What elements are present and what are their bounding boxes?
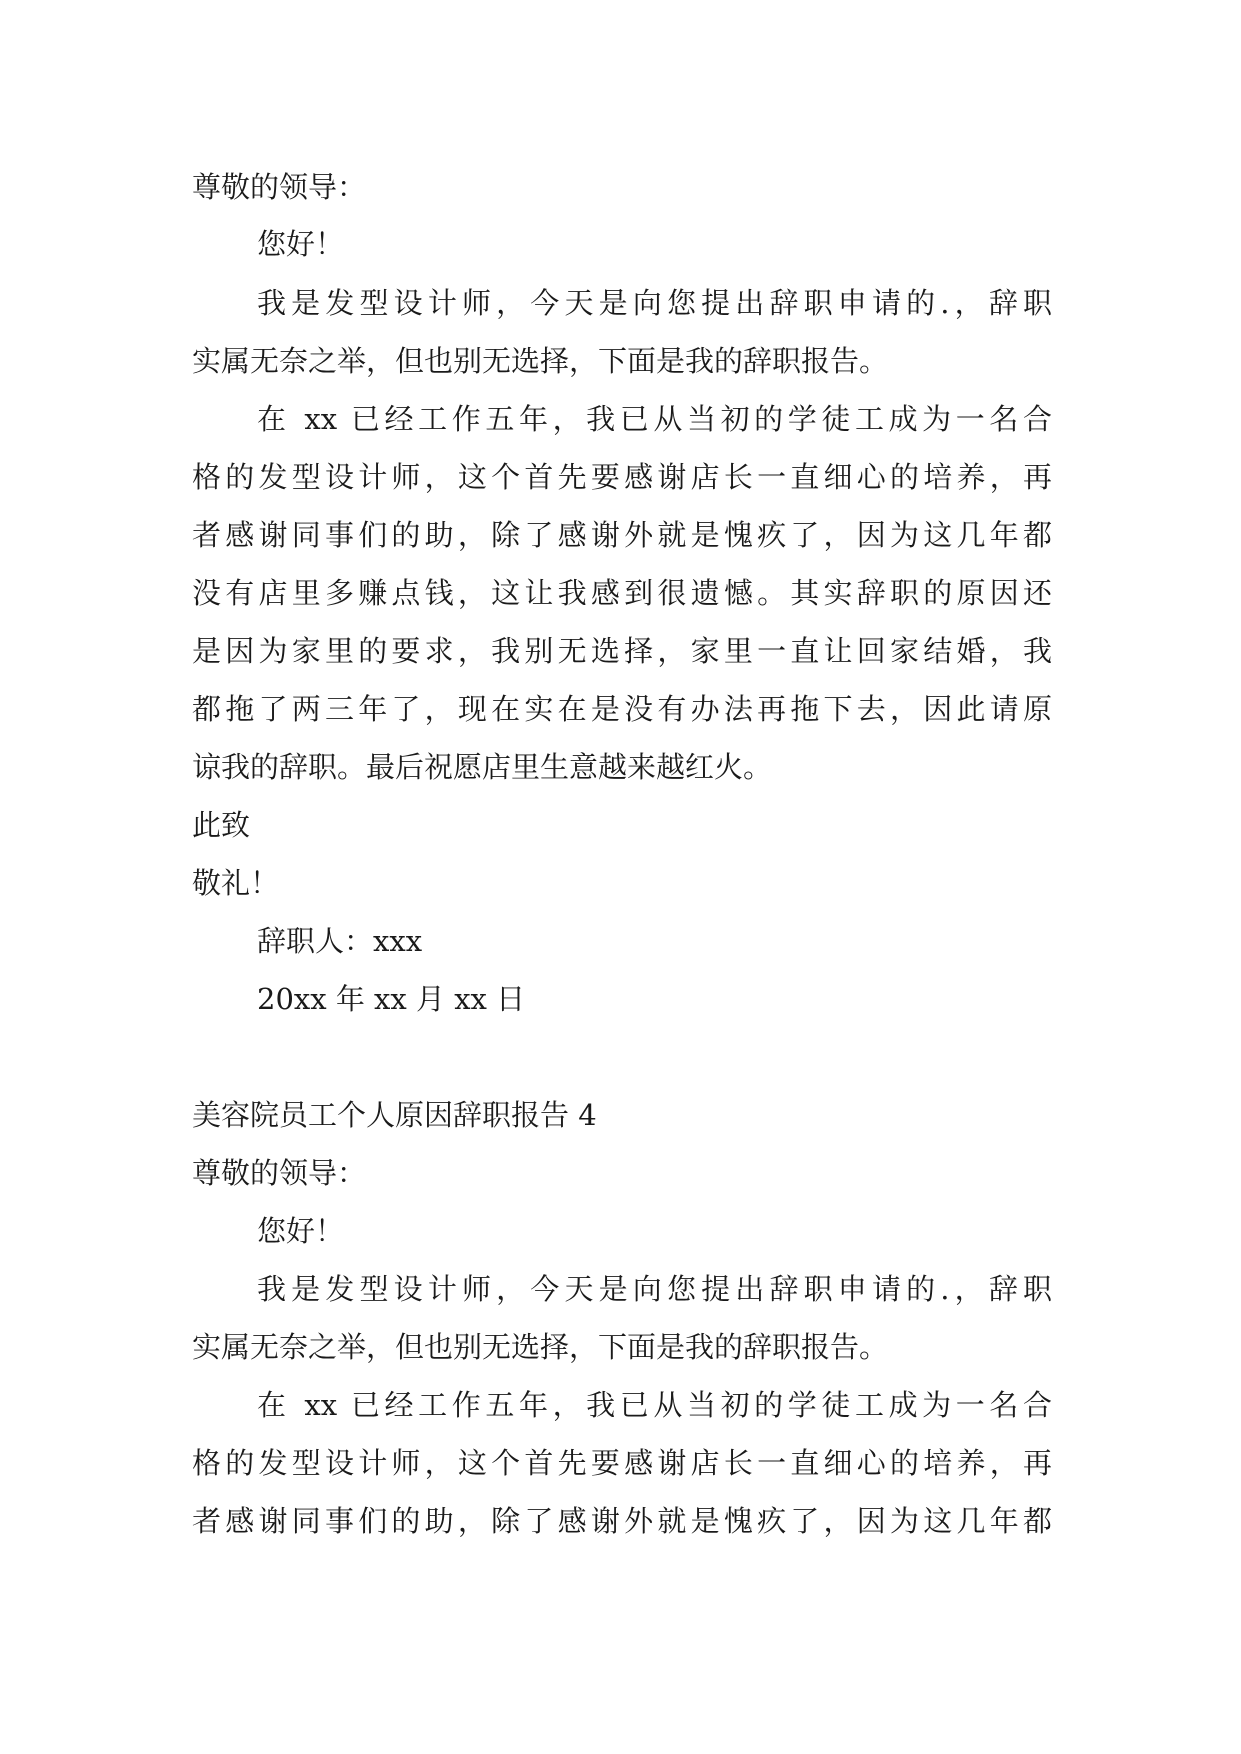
paragraph-line: 我是发型设计师，今天是向您提出辞职申请的.，辞职 bbox=[257, 1272, 1052, 1306]
paragraph-line: 是因为家里的要求，我别无选择，家里一直让回家结婚，我 bbox=[192, 634, 1052, 668]
paragraph-line: 者感谢同事们的助，除了感谢外就是愧疚了，因为这几年都 bbox=[192, 518, 1052, 552]
paragraph-line: 实属无奈之举，但也别无选择，下面是我的辞职报告。 bbox=[192, 1330, 889, 1364]
paragraph-line: 谅我的辞职。最后祝愿店里生意越来越红火。 bbox=[192, 750, 773, 784]
section-title: 美容院员工个人原因辞职报告 4 bbox=[192, 1098, 597, 1132]
paragraph-line: 实属无奈之举，但也别无选择，下面是我的辞职报告。 bbox=[192, 344, 889, 378]
closing-line: 敬礼！ bbox=[192, 866, 280, 900]
paragraph-line: 我是发型设计师，今天是向您提出辞职申请的.，辞职 bbox=[257, 286, 1052, 320]
greeting: 您好！ bbox=[257, 1214, 345, 1248]
paragraph-line: 在 xx 已经工作五年，我已从当初的学徒工成为一名合 bbox=[257, 402, 1052, 436]
paragraph-line: 者感谢同事们的助，除了感谢外就是愧疚了，因为这几年都 bbox=[192, 1504, 1052, 1538]
closing-line: 此致 bbox=[192, 808, 251, 842]
paragraph-line: 都拖了两三年了，现在实在是没有办法再拖下去，因此请原 bbox=[192, 692, 1052, 726]
greeting: 您好！ bbox=[257, 227, 345, 261]
salutation: 尊敬的领导： bbox=[192, 170, 367, 204]
paragraph-line: 在 xx 已经工作五年，我已从当初的学徒工成为一名合 bbox=[257, 1388, 1052, 1422]
paragraph-line: 格的发型设计师，这个首先要感谢店长一直细心的培养，再 bbox=[192, 460, 1052, 494]
paragraph-line: 没有店里多赚点钱，这让我感到很遗憾。其实辞职的原因还 bbox=[192, 576, 1052, 610]
paragraph-line: 格的发型设计师，这个首先要感谢店长一直细心的培养，再 bbox=[192, 1446, 1052, 1480]
salutation: 尊敬的领导： bbox=[192, 1156, 367, 1190]
signer: 辞职人：xxx bbox=[257, 924, 423, 958]
date: 20xx 年 xx 月 xx 日 bbox=[257, 982, 526, 1016]
